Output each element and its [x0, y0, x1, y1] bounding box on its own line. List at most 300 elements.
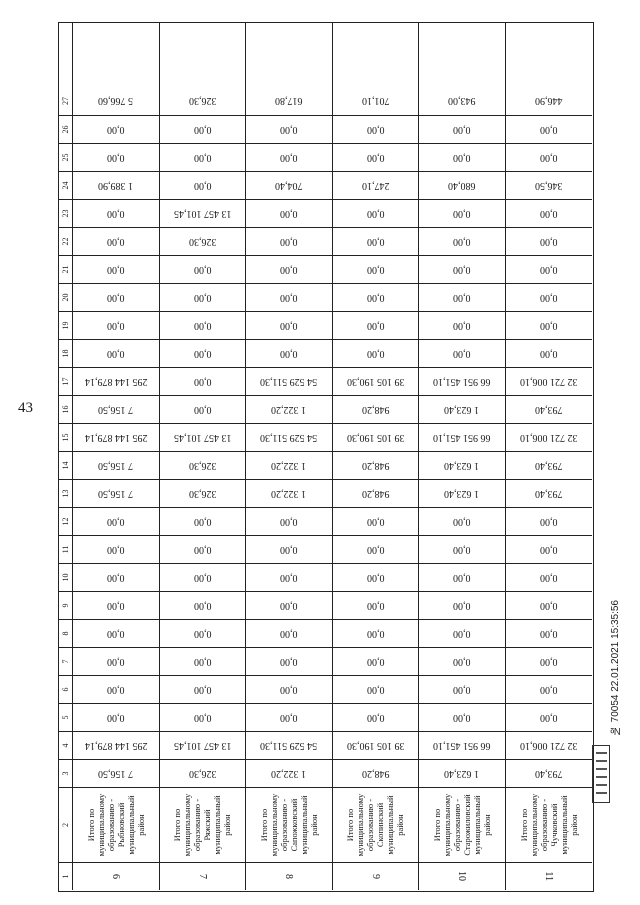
value-text: 0,00 — [540, 712, 558, 723]
value-cell — [506, 563, 593, 591]
column-number: 10 — [59, 563, 72, 591]
value-text: 1 623,40 — [444, 768, 480, 779]
value-cell — [246, 647, 332, 675]
value-text: 32 721 006,10 — [520, 740, 578, 751]
value-text: 0,00 — [540, 320, 558, 331]
value-text: 0,00 — [453, 516, 471, 527]
value-cell — [160, 255, 246, 283]
value-text: 948,20 — [361, 768, 389, 779]
value-cell — [73, 703, 159, 731]
value-cell — [506, 311, 593, 339]
value-cell — [333, 339, 419, 367]
data-table-rotated — [59, 23, 592, 890]
value-text: 13 457 101,45 — [173, 432, 231, 443]
value-text: 0,00 — [280, 208, 298, 219]
value-text: 326,30 — [188, 488, 216, 499]
value-cell — [160, 591, 246, 619]
value-cell — [419, 703, 505, 731]
value-text: 13 457 101,45 — [173, 208, 231, 219]
value-text: 0,00 — [280, 320, 298, 331]
row-number-text: 8 — [283, 874, 295, 879]
value-text: 13 457 101,45 — [173, 740, 231, 751]
value-text: 1 322,20 — [271, 768, 307, 779]
value-text: 0,00 — [453, 124, 471, 135]
value-cell — [246, 619, 332, 647]
value-text: 0,00 — [193, 292, 211, 303]
column-number: 27 — [61, 97, 70, 105]
value-cell — [73, 535, 159, 563]
value-text: 39 105 190,30 — [346, 376, 404, 387]
value-text: 346,50 — [535, 180, 563, 191]
value-text: 943,00 — [448, 95, 476, 107]
value-text: 7 156,50 — [98, 404, 134, 415]
value-cell — [73, 115, 159, 143]
column-number: 24 — [59, 171, 72, 199]
value-cell — [333, 591, 419, 619]
value-cell — [419, 367, 505, 395]
value-text: 0,00 — [453, 572, 471, 583]
value-cell — [506, 731, 593, 759]
value-cell — [246, 703, 332, 731]
value-text: 0,00 — [453, 292, 471, 303]
value-text: 32 721 006,10 — [520, 432, 578, 443]
value-cell — [333, 395, 419, 423]
value-cell — [246, 479, 332, 507]
value-cell — [506, 227, 593, 255]
value-cell — [419, 451, 505, 479]
value-text: 0,00 — [366, 600, 384, 611]
value-cell — [333, 367, 419, 395]
column-number: 20 — [59, 283, 72, 311]
value-text: 0,00 — [453, 320, 471, 331]
row-number-text: 9 — [369, 874, 381, 879]
value-cell — [246, 311, 332, 339]
value-cell — [73, 563, 159, 591]
value-text: 704,40 — [275, 180, 303, 191]
value-cell — [246, 227, 332, 255]
value-cell — [419, 535, 505, 563]
table-row — [506, 23, 593, 890]
value-cell — [333, 759, 419, 787]
value-text: 793,40 — [535, 404, 563, 415]
value-cell — [160, 479, 246, 507]
value-text: 0,00 — [107, 152, 125, 163]
value-text: 0,00 — [366, 152, 384, 163]
column-number: 23 — [59, 199, 72, 227]
value-cell — [160, 507, 246, 535]
stamp-registration-number: № 70054 22.01.2021 15:35:56 — [610, 600, 621, 737]
value-cell — [506, 591, 593, 619]
value-cell — [333, 675, 419, 703]
value-text: 0,00 — [540, 572, 558, 583]
value-cell — [246, 507, 332, 535]
value-text: 0,00 — [107, 628, 125, 639]
value-cell — [160, 115, 246, 143]
value-cell — [419, 759, 505, 787]
value-text: 0,00 — [193, 404, 211, 415]
value-cell — [246, 731, 332, 759]
value-text: 0,00 — [280, 516, 298, 527]
value-text: 0,00 — [280, 712, 298, 723]
value-text: 0,00 — [540, 656, 558, 667]
value-text: 326,30 — [188, 236, 216, 247]
value-text: 0,00 — [453, 628, 471, 639]
value-text: 0,00 — [540, 684, 558, 695]
value-cell — [506, 647, 593, 675]
value-cell — [160, 339, 246, 367]
value-cell — [246, 115, 332, 143]
value-text: 0,00 — [540, 208, 558, 219]
value-cell — [333, 87, 419, 115]
value-text: 0,00 — [453, 236, 471, 247]
value-text: 0,00 — [107, 684, 125, 695]
value-cell — [246, 675, 332, 703]
value-text: 680,40 — [448, 180, 476, 191]
value-cell — [333, 199, 419, 227]
value-text: 54 529 511,30 — [260, 432, 318, 443]
value-text: 0,00 — [366, 264, 384, 275]
value-cell — [246, 367, 332, 395]
value-cell — [73, 199, 159, 227]
value-text: 0,00 — [280, 628, 298, 639]
value-text: 0,00 — [107, 348, 125, 359]
value-text: 295 144 879,14 — [84, 432, 147, 443]
value-text: 948,20 — [361, 460, 389, 471]
value-text: 0,00 — [366, 572, 384, 583]
value-cell — [73, 759, 159, 787]
column-number: 1 — [59, 862, 72, 890]
value-text: 0,00 — [540, 264, 558, 275]
column-number: 12 — [59, 507, 72, 535]
column-number: 11 — [59, 535, 72, 563]
column-number: 19 — [59, 311, 72, 339]
value-text: 0,00 — [107, 600, 125, 611]
value-cell — [419, 423, 505, 451]
value-text: 0,00 — [107, 572, 125, 583]
municipality-name: Итого по муниципальному образованию - Рыбновский муниципальный район — [73, 787, 159, 862]
value-text: 0,00 — [280, 572, 298, 583]
value-cell — [419, 591, 505, 619]
value-cell — [73, 367, 159, 395]
value-cell — [160, 535, 246, 563]
value-cell — [246, 283, 332, 311]
value-cell — [160, 675, 246, 703]
value-text: 0,00 — [193, 348, 211, 359]
value-cell — [160, 311, 246, 339]
value-text: 0,00 — [107, 712, 125, 723]
value-text: 0,00 — [193, 180, 211, 191]
value-text: 39 105 190,30 — [346, 432, 404, 443]
value-cell — [419, 115, 505, 143]
column-number: 2 — [59, 787, 72, 862]
column-number: 18 — [59, 339, 72, 367]
value-cell — [160, 367, 246, 395]
value-cell — [419, 647, 505, 675]
value-text: 0,00 — [366, 516, 384, 527]
value-text: 0,00 — [193, 712, 211, 723]
value-cell — [506, 367, 593, 395]
column-number: 16 — [59, 395, 72, 423]
value-text: 54 529 511,30 — [260, 740, 318, 751]
value-cell — [419, 339, 505, 367]
value-text: 66 951 451,10 — [433, 740, 491, 751]
table-row — [73, 23, 160, 890]
value-cell — [506, 199, 593, 227]
value-text: 446,90 — [535, 95, 563, 107]
value-text: 793,40 — [535, 460, 563, 471]
value-cell — [160, 395, 246, 423]
value-text: 39 105 190,30 — [346, 740, 404, 751]
table-row — [160, 23, 247, 890]
value-text: 0,00 — [193, 516, 211, 527]
value-cell — [333, 227, 419, 255]
value-text: 0,00 — [366, 320, 384, 331]
value-text: 0,00 — [193, 544, 211, 555]
value-cell — [246, 759, 332, 787]
value-cell — [419, 563, 505, 591]
value-text: 0,00 — [540, 236, 558, 247]
table-row — [246, 23, 333, 890]
value-cell — [333, 171, 419, 199]
value-text: 326,30 — [188, 460, 216, 471]
row-number — [419, 862, 505, 890]
value-text: 0,00 — [280, 544, 298, 555]
value-text: 617,80 — [275, 95, 303, 107]
value-cell — [160, 647, 246, 675]
value-text: 54 529 511,30 — [260, 376, 318, 387]
value-text: 0,00 — [280, 264, 298, 275]
value-text: 0,00 — [193, 124, 211, 135]
value-cell — [246, 143, 332, 171]
value-text: 0,00 — [540, 628, 558, 639]
value-text: 0,00 — [366, 208, 384, 219]
value-cell — [419, 507, 505, 535]
value-cell — [333, 479, 419, 507]
value-text: 7 156,50 — [98, 768, 134, 779]
value-cell — [333, 283, 419, 311]
value-cell — [160, 619, 246, 647]
value-text: 0,00 — [453, 152, 471, 163]
column-number: 26 — [59, 115, 72, 143]
value-cell — [73, 87, 159, 115]
value-cell — [73, 171, 159, 199]
value-cell — [506, 619, 593, 647]
row-number — [333, 862, 419, 890]
value-cell — [160, 731, 246, 759]
value-text: 7 156,50 — [98, 460, 134, 471]
value-cell — [73, 675, 159, 703]
value-cell — [246, 199, 332, 227]
value-cell — [160, 703, 246, 731]
value-text: 0,00 — [453, 544, 471, 555]
value-cell — [73, 283, 159, 311]
value-cell — [419, 87, 505, 115]
value-cell — [160, 759, 246, 787]
value-cell — [333, 731, 419, 759]
column-number: 17 — [59, 367, 72, 395]
value-text: 66 951 451,10 — [433, 432, 491, 443]
value-cell — [246, 255, 332, 283]
value-text: 7 156,50 — [98, 488, 134, 499]
row-number-text: 10 — [456, 871, 468, 882]
value-cell — [333, 311, 419, 339]
value-text: 793,40 — [535, 488, 563, 499]
value-cell — [246, 87, 332, 115]
value-text: 0,00 — [540, 124, 558, 135]
value-text: 0,00 — [366, 712, 384, 723]
column-number: 25 — [59, 143, 72, 171]
value-text: 0,00 — [540, 292, 558, 303]
data-table — [58, 22, 594, 892]
municipality-name: Итого по муниципальному образованию - Сапожковский муниципальный район — [246, 787, 332, 862]
value-text: 0,00 — [107, 656, 125, 667]
value-cell — [419, 619, 505, 647]
value-cell — [73, 647, 159, 675]
value-cell — [419, 731, 505, 759]
column-number: 3 — [59, 759, 72, 787]
value-cell — [73, 227, 159, 255]
value-text: 793,40 — [535, 768, 563, 779]
value-cell — [160, 171, 246, 199]
value-text: 326,30 — [188, 768, 216, 779]
municipality-name: Итого по муниципальному образованию - Старожиловский муниципальный район — [419, 787, 505, 862]
value-text: 0,00 — [366, 236, 384, 247]
municipality-name: Итого по муниципальному образованию - Чучковский муниципальный район — [506, 787, 593, 862]
value-text: 0,00 — [280, 124, 298, 135]
row-number — [73, 862, 159, 890]
value-cell — [419, 675, 505, 703]
value-cell — [246, 339, 332, 367]
value-text: 0,00 — [280, 600, 298, 611]
value-cell — [333, 535, 419, 563]
value-cell — [333, 563, 419, 591]
column-number: 4 — [59, 731, 72, 759]
value-cell — [419, 311, 505, 339]
value-text: 1 322,20 — [271, 488, 307, 499]
value-cell — [73, 731, 159, 759]
value-text: 0,00 — [107, 320, 125, 331]
value-cell — [506, 423, 593, 451]
value-text: 0,00 — [107, 516, 125, 527]
value-text: 5 766,60 — [98, 95, 134, 107]
value-text: 0,00 — [540, 516, 558, 527]
column-number: 22 — [59, 227, 72, 255]
column-number: 15 — [59, 423, 72, 451]
value-cell — [246, 451, 332, 479]
value-cell — [160, 451, 246, 479]
value-cell — [160, 283, 246, 311]
value-cell — [506, 87, 593, 115]
value-text: 0,00 — [366, 348, 384, 359]
value-cell — [160, 227, 246, 255]
column-number: 8 — [59, 619, 72, 647]
value-cell — [419, 143, 505, 171]
value-text: 0,00 — [540, 600, 558, 611]
value-text: 0,00 — [453, 600, 471, 611]
row-number-text: 11 — [543, 871, 555, 882]
value-cell — [73, 479, 159, 507]
value-text: 948,20 — [361, 488, 389, 499]
value-text: 32 721 006,10 — [520, 376, 578, 387]
value-text: 0,00 — [107, 292, 125, 303]
value-text: 0,00 — [107, 264, 125, 275]
value-cell — [73, 619, 159, 647]
value-text: 0,00 — [453, 264, 471, 275]
value-text: 1 623,40 — [444, 460, 480, 471]
value-cell — [333, 507, 419, 535]
value-cell — [246, 535, 332, 563]
value-cell — [419, 227, 505, 255]
column-number: 6 — [59, 675, 72, 703]
value-text: 0,00 — [193, 320, 211, 331]
municipality-name: Итого по муниципальному образованию - Ряжский муниципальный район — [160, 787, 246, 862]
value-text: 0,00 — [193, 572, 211, 583]
value-cell — [160, 87, 246, 115]
value-text: 0,00 — [193, 684, 211, 695]
column-number: 7 — [59, 647, 72, 675]
value-text: 0,00 — [366, 292, 384, 303]
value-text: 1 322,20 — [271, 460, 307, 471]
value-text: 1 389,90 — [98, 180, 134, 191]
value-text: 0,00 — [366, 544, 384, 555]
table-row — [333, 23, 420, 890]
value-cell — [73, 339, 159, 367]
value-cell — [506, 255, 593, 283]
row-number-text: 7 — [196, 874, 208, 879]
row-number — [506, 862, 593, 890]
value-cell — [506, 395, 593, 423]
value-text: 0,00 — [193, 628, 211, 639]
value-cell — [333, 647, 419, 675]
value-cell — [506, 703, 593, 731]
value-cell — [246, 563, 332, 591]
value-text: 0,00 — [280, 348, 298, 359]
value-text: 0,00 — [280, 656, 298, 667]
value-cell — [506, 451, 593, 479]
value-text: 0,00 — [193, 376, 211, 387]
value-cell — [246, 171, 332, 199]
row-number — [160, 862, 246, 890]
value-cell — [419, 199, 505, 227]
value-text: 0,00 — [280, 236, 298, 247]
value-cell — [506, 535, 593, 563]
value-cell — [73, 507, 159, 535]
value-cell — [73, 395, 159, 423]
value-cell — [73, 591, 159, 619]
value-text: 0,00 — [540, 348, 558, 359]
value-cell — [160, 563, 246, 591]
value-text: 948,20 — [361, 404, 389, 415]
value-cell — [73, 311, 159, 339]
value-text: 1 322,20 — [271, 404, 307, 415]
value-cell — [506, 675, 593, 703]
page-number: 43 — [18, 400, 33, 416]
value-text: 0,00 — [280, 684, 298, 695]
value-text: 0,00 — [540, 544, 558, 555]
value-cell — [333, 143, 419, 171]
value-cell — [160, 423, 246, 451]
value-text: 0,00 — [107, 544, 125, 555]
value-text: 0,00 — [280, 292, 298, 303]
value-text: 0,00 — [366, 684, 384, 695]
value-cell — [333, 115, 419, 143]
row-number — [246, 862, 332, 890]
value-text: 295 144 879,14 — [84, 740, 147, 751]
column-number: 9 — [59, 591, 72, 619]
row-number-text: 6 — [110, 874, 122, 879]
value-text: 0,00 — [366, 628, 384, 639]
value-text: 0,00 — [107, 124, 125, 135]
